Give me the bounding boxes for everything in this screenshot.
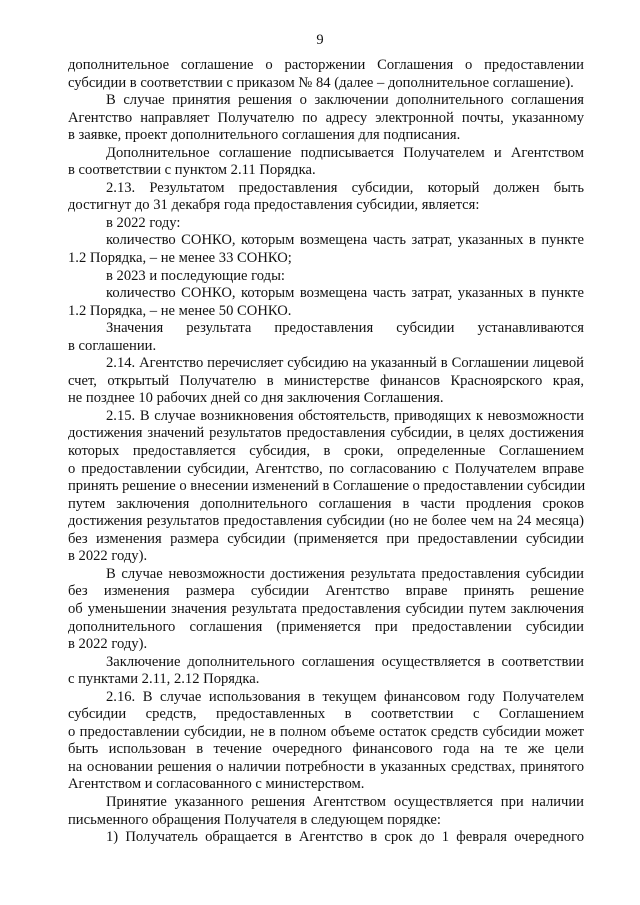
text-line: письменного обращения Получателя в следующем порядке:: [68, 811, 441, 828]
text-line: количество СОНКО, которым возмещена часть затрат, указанных в пункте: [106, 232, 584, 249]
text-line: путем заключения дополнительного соглашения в части продления сроков: [68, 495, 584, 512]
text-line: дополнительное соглашение о расторжении Соглашения о предоставлении: [68, 57, 584, 73]
text-line: в заявке, проект дополнительного соглашения для подписания.: [68, 127, 461, 144]
text-line: быть использован в течение очередного финансового года на те же цели: [68, 741, 584, 758]
text-line: В случае принятия решения о заключении дополнительного соглашения: [106, 92, 584, 109]
text-line: о предоставлении субсидии, Агентство, по согласованию с Получателем вправе: [68, 460, 584, 477]
text-line: без изменения размера субсидии Агентство вправе принять решение: [68, 583, 584, 600]
text-line: количество СОНКО, которым возмещена часть затрат, указанных в пункте: [106, 285, 584, 302]
text-line: Агентство направляет Получателю по адресу электронной почты, указанному: [68, 109, 584, 126]
text-line: в 2022 году).: [68, 548, 148, 565]
text-line: субсидии средств, предоставленных в соответствии с Соглашением: [68, 706, 584, 723]
text-line: 2.13. Результатом предоставления субсидии, который должен быть: [106, 179, 584, 196]
text-line: которых предоставляется субсидия, в сроки, определенные Соглашением: [68, 443, 584, 460]
text-line: на основании решения о наличии потребности в указанных средствах, принятого: [68, 758, 584, 775]
text-line: без изменения размера субсидии (применяется при предоставлении субсидии: [68, 530, 584, 547]
text-line: с пунктами 2.11, 2.12 Порядка.: [68, 671, 260, 688]
text-line: достижения результатов предоставления субсидии (но не более чем на 24 месяца): [68, 513, 584, 530]
text-line: в 2022 году:: [106, 214, 181, 231]
text-line: в 2023 и последующие годы:: [106, 267, 285, 284]
text-line: о предоставлении субсидии, не в полном объеме остаток средств субсидии может: [68, 723, 584, 740]
text-line: Значения результата предоставления субсидии устанавливаются: [106, 320, 584, 337]
text-line: субсидии в соответствии с приказом № 84 (далее – дополнительное соглашение).: [68, 74, 574, 91]
text-line: в соответствии с пунктом 2.11 Порядка.: [68, 162, 316, 179]
text-line: Агентством и согласованного с министерством.: [68, 776, 365, 793]
text-line: счет, открытый Получателю в министерстве финансов Красноярского края,: [68, 372, 584, 389]
text-line: в 2022 году).: [68, 636, 148, 653]
text-line: 2.16. В случае использования в текущем финансовом году Получателем: [106, 688, 584, 705]
text-line: 2.14. Агентство перечисляет субсидию на указанный в Соглашении лицевой: [106, 355, 584, 372]
text-line: В случае невозможности достижения результата предоставления субсидии: [106, 565, 584, 582]
text-line: 2.15. В случае возникновения обстоятельств, приводящих к невозможности: [106, 407, 584, 424]
text-line: Принятие указанного решения Агентством осуществляется при наличии: [106, 793, 584, 810]
text-line: Заключение дополнительного соглашения осуществляется в соответствии: [106, 653, 584, 670]
page-number: 9: [316, 32, 324, 48]
text-line: достигнут до 31 декабря года предоставления субсидии, является:: [68, 197, 480, 214]
document-body: [68, 57, 584, 847]
text-line: не позднее 10 рабочих дней со дня заключения Соглашения.: [68, 390, 444, 407]
text-line: принять решение о внесении изменений в Соглашение о предоставлении субсидии: [68, 478, 586, 495]
text-line: Дополнительное соглашение подписывается Получателем и Агентством: [106, 144, 584, 161]
text-line: 1) Получатель обращается в Агентство в срок до 1 февраля очередного: [106, 829, 584, 846]
text-line: 1.2 Порядка, – не менее 33 СОНКО;: [68, 250, 292, 267]
text-line: 1.2 Порядка, – не менее 50 СОНКО.: [68, 302, 292, 319]
text-line: в соглашении.: [68, 337, 157, 354]
text-line: дополнительного соглашения (применяется при предоставлении субсидии: [68, 618, 584, 635]
text-line: об уменьшении значения результата предоставления субсидии путем заключения: [68, 600, 584, 617]
text-line: достижения значений результатов предоставления субсидии, в целях достижения: [68, 425, 584, 442]
